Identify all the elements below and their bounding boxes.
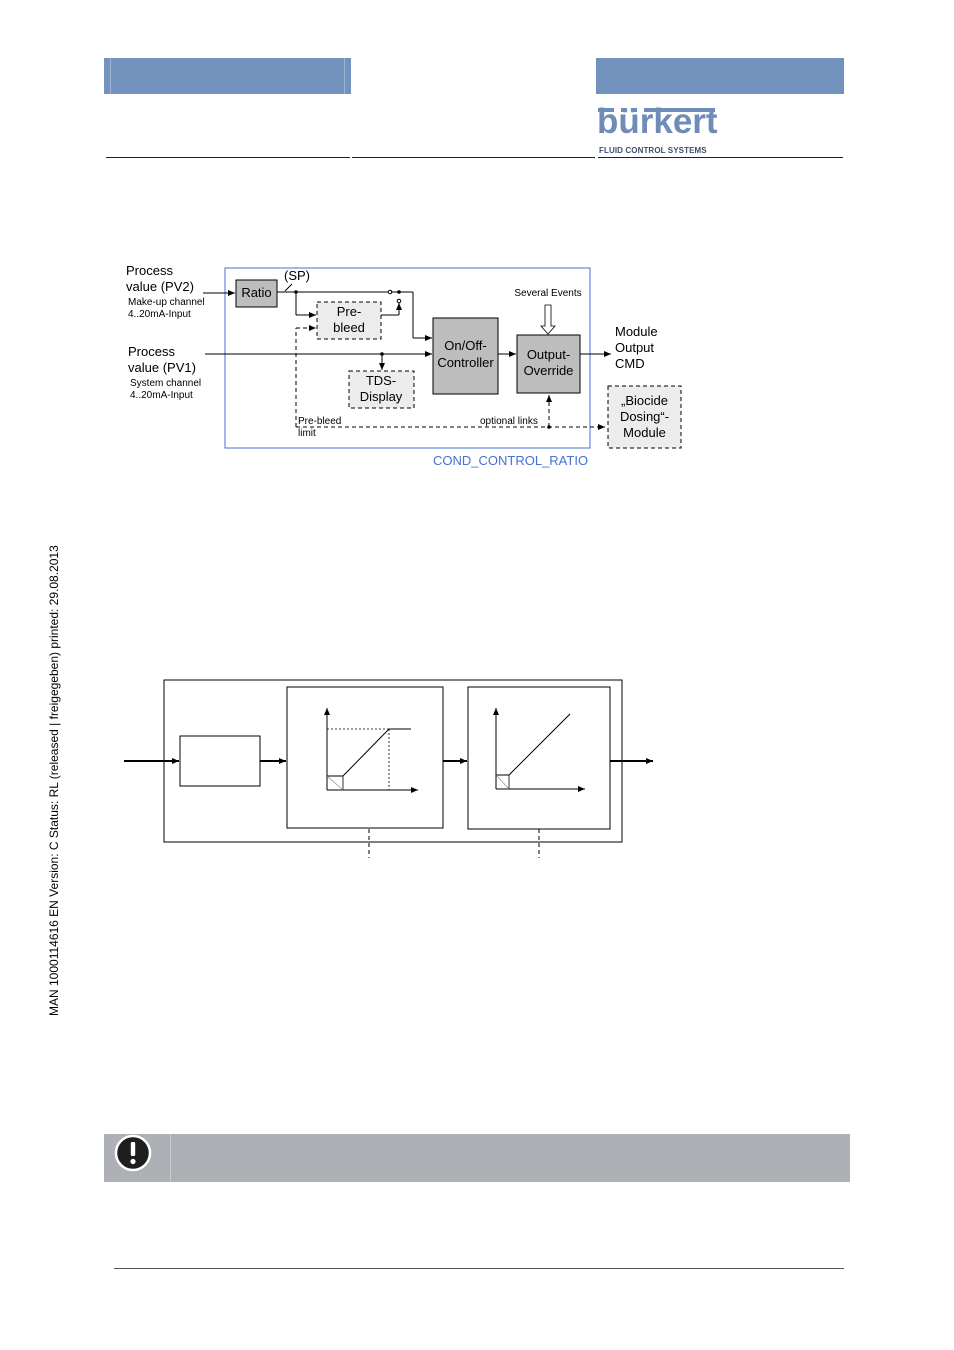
onoff-label-2: Controller — [437, 355, 494, 370]
pv2-label-1: Process — [126, 263, 173, 278]
prebleed-label-1: Pre- — [336, 304, 362, 319]
cond-control-ratio-diagram — [126, 263, 681, 468]
print-status-note: MAN 1000114616 EN Version: C Status: RL (released | freigegeben) printed: 29.08.2013 — [47, 545, 61, 1016]
biocide-label-1: „Biocide — [621, 393, 668, 408]
prebleed-limit-label-2: limit — [298, 428, 316, 439]
override-label-1: Output- — [526, 347, 571, 362]
pv1-sub-2: 4..20mA-Input — [130, 390, 193, 401]
events-arrow — [541, 305, 555, 334]
biocide-label-2: Dosing“- — [619, 409, 670, 424]
linear-function-block — [468, 687, 610, 829]
setpoint-label: (SP) — [284, 268, 310, 283]
outer-frame — [164, 680, 622, 842]
onoff-label-1: On/Off- — [444, 338, 487, 353]
events-label: Several Events — [514, 288, 582, 299]
note-bar — [104, 1134, 850, 1182]
important-icon — [112, 1134, 156, 1174]
limit-function-block — [287, 687, 443, 828]
pv2-sub-2: 4..20mA-Input — [128, 309, 191, 320]
logo-tagline: FLUID CONTROL SYSTEMS — [599, 146, 707, 155]
pv1-label-1: Process — [128, 344, 175, 359]
override-label-2: Override — [523, 363, 574, 378]
prebleed-label-2: bleed — [333, 320, 365, 335]
module-output-label-3: CMD — [615, 356, 645, 371]
pv2-sub-1: Make-up channel — [128, 297, 205, 308]
tds-label-1: TDS- — [365, 373, 397, 388]
module-output-label-1: Module — [615, 324, 658, 339]
ratio-label: Ratio — [241, 285, 272, 300]
optional-links-label: optional links — [480, 416, 538, 427]
pv1-label-2: value (PV1) — [128, 360, 196, 375]
pv2-label-2: value (PV2) — [126, 279, 194, 294]
module-output-label-2: Output — [615, 340, 655, 355]
signal-chain-diagram — [124, 680, 653, 858]
footer-rule — [114, 1268, 844, 1269]
biocide-label-3: Module — [623, 425, 666, 440]
tds-label-2: Display — [359, 389, 403, 404]
pv1-sub-1: System channel — [130, 378, 202, 389]
logo-wordmark: bürkert — [597, 102, 718, 141]
input-block — [180, 736, 260, 786]
diagram-caption: COND_CONTROL_RATIO — [433, 453, 589, 468]
prebleed-limit-label-1: Pre-bleed — [298, 416, 342, 427]
